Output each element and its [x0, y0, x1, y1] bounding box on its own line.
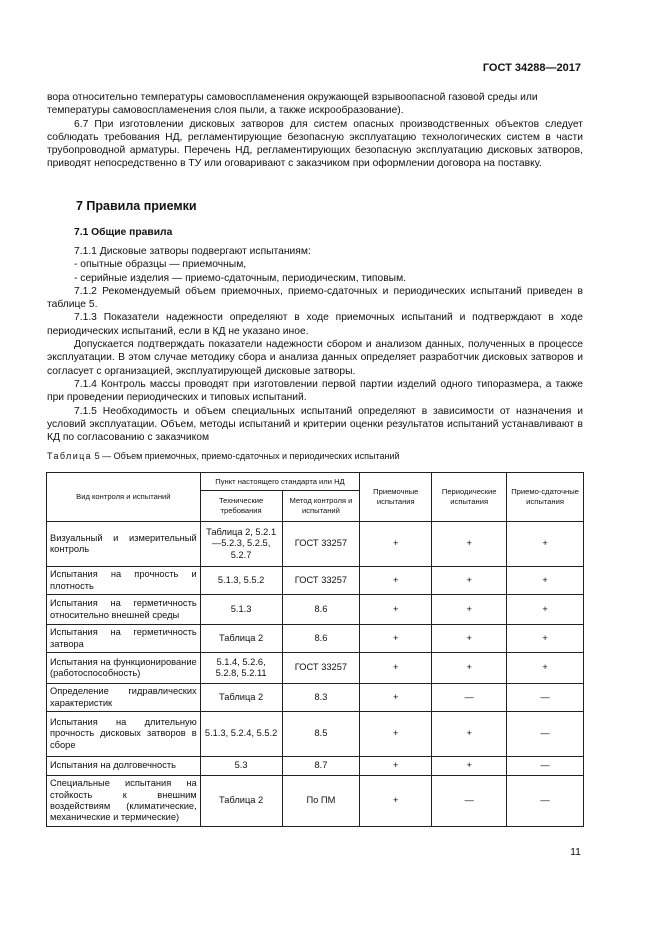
method-cell: ГОСТ 33257 [282, 653, 360, 684]
acceptance-cell: + [360, 684, 432, 712]
table-row [47, 625, 584, 653]
method-cell: 8.5 [282, 712, 360, 757]
delivery-cell: — [507, 757, 584, 776]
table-row [47, 522, 584, 567]
intro-block [47, 91, 583, 171]
delivery-cell: — [507, 712, 584, 757]
page-number: 11 [570, 846, 581, 858]
periodic-cell: + [432, 757, 507, 776]
delivery-cell: + [507, 522, 584, 567]
paragraph-7-1-3: 7.1.3 Показатели надежности определяют в ходе приемочных испытаний и подтверждают в ходе периодических испытаний, если в КД не указано иное. [47, 312, 583, 337]
delivery-cell: + [507, 653, 584, 684]
header-periodic: Периодические испытания [432, 473, 507, 522]
table-row [47, 595, 584, 625]
paragraph-7-1-3-continued: Допускается подтверждать показатели надежности сбором и анализом данных, полученных в процессе эксплуатации. В этом случае методику сбора и анализа данных определяет разработчик дисковых затворов и согласует с организацией, эксплуатирующей дисковые затворы. [47, 339, 583, 377]
table-row [47, 776, 584, 827]
section-7-1-body [47, 245, 583, 444]
list-item: - серийные изделия — приемо-сдаточным, периодическим, типовым. [74, 272, 407, 284]
test-name: Визуальный и измерительный контроль [47, 522, 201, 567]
header-method: Метод контроля и испытаний [282, 491, 360, 522]
table-caption-label: Таблица [47, 451, 93, 461]
table-row [47, 567, 584, 595]
requirements-cell: Таблица 2 [200, 684, 282, 712]
paragraph-7-1-2: 7.1.2 Рекомендуемый объем приемочных, приемо-сдаточных и периодических испытаний приведен в таблице 5. [47, 285, 583, 311]
periodic-cell: + [432, 712, 507, 757]
requirements-cell: 5.1.3, 5.2.4, 5.5.2 [200, 712, 282, 757]
acceptance-cell: + [360, 776, 432, 827]
requirements-cell: 5.3 [200, 757, 282, 776]
paragraph-7-1-5: 7.1.5 Необходимость и объем специальных испытаний определяют в зависимости от назначения и условий эксплуатации. Объем, методы испытаний и критерии оценки результатов испытаний устанавливают в КД по согласованию с заказчиком [47, 405, 583, 444]
test-name: Определение гидравлических характеристик [47, 684, 201, 712]
document-header: ГОСТ 34288—2017 [482, 62, 581, 74]
requirements-cell: Таблица 2, 5.2.1—5.2.3, 5.2.5, 5.2.7 [200, 522, 282, 567]
table-row [47, 684, 584, 712]
periodic-cell: + [432, 625, 507, 653]
method-cell: По ПМ [282, 776, 360, 827]
acceptance-cell: + [360, 567, 432, 595]
acceptance-cell: + [360, 595, 432, 625]
intro-line-2: температуры самовоспламенения слоя пыли, а также искрообразование). [47, 105, 404, 117]
method-cell: 8.6 [282, 595, 360, 625]
method-cell: 8.6 [282, 625, 360, 653]
header-acceptance: Приемочные испытания [360, 473, 432, 522]
paragraph-7-1-1: 7.1.1 Дисковые затворы подвергают испытаниям: [74, 246, 311, 257]
test-name: Специальные испытания на стойкость к внешним воздействиям (климатические, механические и термические) [47, 776, 201, 827]
requirements-cell: 5.1.3 [200, 595, 282, 625]
test-name: Испытания на герметичность затвора [47, 625, 201, 653]
header-test-kind: Вид контроля и испытаний [47, 473, 201, 522]
table-row [47, 757, 584, 776]
method-cell: ГОСТ 33257 [282, 567, 360, 595]
periodic-cell: — [432, 776, 507, 827]
requirements-cell: Таблица 2 [200, 625, 282, 653]
table-row [47, 653, 584, 684]
requirements-cell: Таблица 2 [200, 776, 282, 827]
header-delivery: Приемо-сдаточные испытания [507, 473, 584, 522]
requirements-cell: 5.1.3, 5.5.2 [200, 567, 282, 595]
table-row [47, 712, 584, 757]
acceptance-cell: + [360, 653, 432, 684]
acceptance-cell: + [360, 712, 432, 757]
header-clause: Пункт настоящего стандарта или НД [200, 473, 360, 491]
table-body [47, 522, 584, 827]
intro-line-1: вора относительно температуры самовоспламенения окружающей взрывоопасной газовой среды или [47, 92, 538, 103]
periodic-cell: + [432, 653, 507, 684]
paragraph-7-1-4: 7.1.4 Контроль массы проводят при изготовлении первой партии изделий одного типоразмера, а также при проведении периодических и типовых испытаний. [47, 378, 583, 404]
test-name: Испытания на долговечность [47, 757, 201, 776]
test-name: Испытания на прочность и плотность [47, 567, 201, 595]
delivery-cell: + [507, 625, 584, 653]
periodic-cell: + [432, 567, 507, 595]
paragraph-6-7: 6.7 При изготовлении дисковых затворов для систем опасных производственных объектов следует соблюдать требования НД, регламентирующие безопасную эксплуатацию технологических систем в части трубопроводной арматуры. Перечень НД, регламентирующих безопасную эксплуатацию дисковых затворов, приводят непосредственно в ТУ или оговаривают с заказчиком при оформлении договора на поставку. [47, 118, 583, 170]
section-7-1-heading: 7.1 Общие правила [74, 227, 173, 238]
method-cell: ГОСТ 33257 [282, 522, 360, 567]
periodic-cell: + [432, 522, 507, 567]
acceptance-cell: + [360, 522, 432, 567]
table-caption-text: 5 — Объем приемочных, приемо-сдаточных и периодических испытаний [94, 451, 400, 461]
section-7-heading: 7 Правила приемки [76, 199, 197, 213]
table-caption [47, 451, 400, 461]
tests-table [46, 472, 584, 827]
method-cell: 8.7 [282, 757, 360, 776]
delivery-cell: — [507, 776, 584, 827]
delivery-cell: + [507, 567, 584, 595]
list-item: - опытные образцы — приемочным, [74, 259, 247, 271]
delivery-cell: + [507, 595, 584, 625]
periodic-cell: — [432, 684, 507, 712]
acceptance-cell: + [360, 757, 432, 776]
test-name: Испытания на длительную прочность дисковых затворов в сборе [47, 712, 201, 757]
method-cell: 8.3 [282, 684, 360, 712]
periodic-cell: + [432, 595, 507, 625]
acceptance-cell: + [360, 625, 432, 653]
requirements-cell: 5.1.4, 5.2.6, 5.2.8, 5.2.11 [200, 653, 282, 684]
delivery-cell: — [507, 684, 584, 712]
test-name: Испытания на герметичность относительно внешней среды [47, 595, 201, 625]
test-name: Испытания на функционирование (работоспособность) [47, 653, 201, 684]
header-requirements: Технические требования [200, 491, 282, 522]
